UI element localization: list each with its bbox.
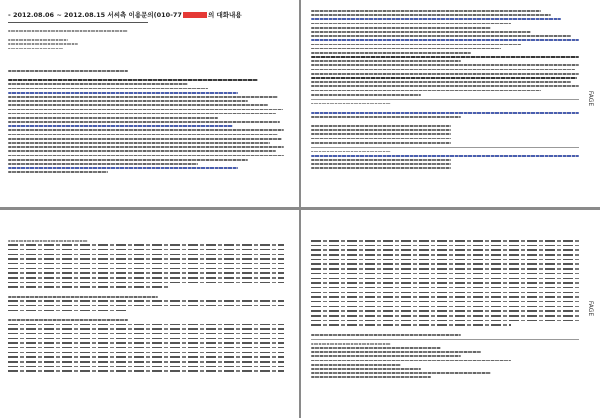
page-number-label: FAGE [586,90,594,107]
document-title-suffix: 의 대화내용 [207,11,242,19]
document-page-4 [301,210,600,418]
chat-log-text [8,70,290,176]
metadata-block [8,30,158,52]
document-title [8,10,242,19]
document-title-prefix: - 2012.08.06 ~ 2012.08.15 서씨측 이용문의(010-77 [8,11,182,19]
chat-log-text [311,10,581,172]
document-page-1 [0,0,299,207]
chat-log-number-list [311,240,589,381]
page-number-label: FAGE [586,300,594,317]
redaction-block [183,12,207,18]
document-page-2 [301,0,600,207]
title-underline [8,22,148,23]
document-page-3 [0,210,299,418]
chat-log-number-list [8,240,288,375]
